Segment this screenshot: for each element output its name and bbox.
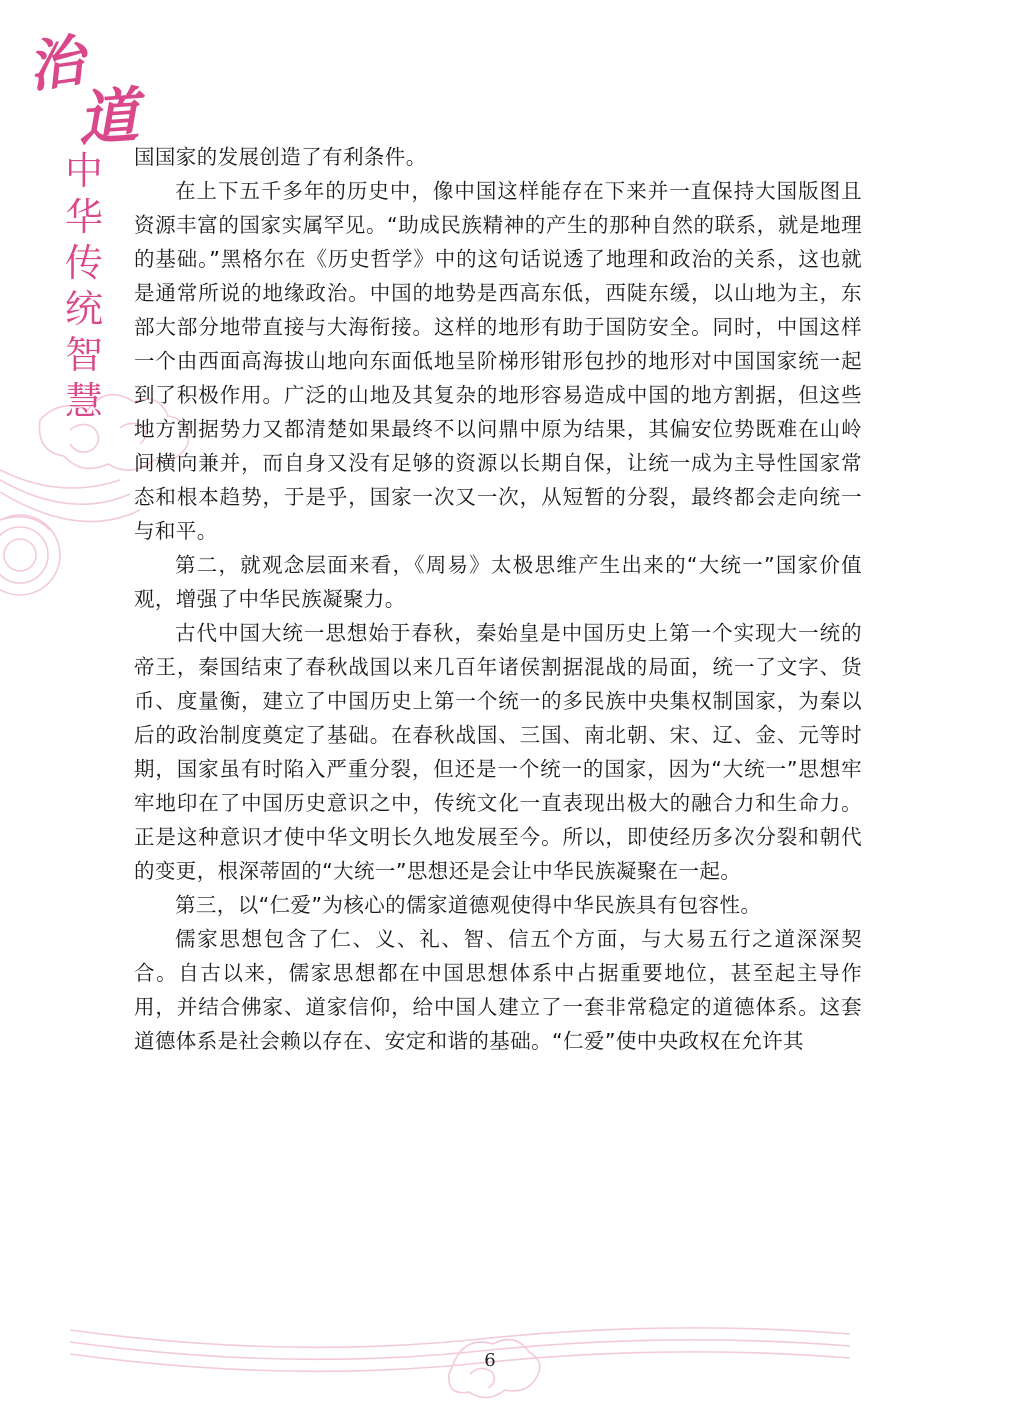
page-number: 6 <box>484 1350 496 1371</box>
series-title <box>20 27 141 423</box>
series-title-char-2: 道 <box>75 80 141 156</box>
paragraph-4: 古代中国大统一思想始于春秋，秦始皇是中国历史上第一个实现大一统的帝王，秦国结束了春秋战国以来几百年诸侯割据混战的局面，统一了文字、货币、度量衡，建立了中国历史上第一个统一的多民族中央集权制国家，为秦以后的政治制度奠定了基础。在春秋战国、三国、南北朝、宋、辽、金、元等时期，国家虽有时陷入严重分裂，但还是一个统一的国家，因为“大统一”思想牢牢地印在了中国历史意识之中，传统文化一直表现出极大的融合力和生命力。正是这种意识才使中华文明长久地发展至今。所以，即使经历多次分裂和朝代的变更，根深蒂固的“大统一”思想还是会让中华民族凝聚在一起。 <box>134 621 862 883</box>
body-text <box>134 140 862 1058</box>
paragraph-5: 第三，以“仁爱”为核心的儒家道德观使得中华民族具有包容性。 <box>175 893 762 917</box>
paragraph-2: 在上下五千多年的历史中，像中国这样能存在下来并一直保持大国版图且资源丰富的国家实属罕见。“助成民族精神的产生的那种自然的联系，就是地理的基础。”黑格尔在《历史哲学》中的这句话说透了地理和政治的关系，这也就是通常所说的地缘政治。中国的地势是西高东低，西陡东缓，以山地为主，东部大部分地带直接与大海衔接。这样的地形有助于国防安全。同时，中国这样一个由西面高海拔山地向东面低地呈阶梯形钳形包抄的地形对中国国家统一起到了积极作用。广泛的山地及其复杂的地形容易造成中国的地方割据，但这些地方割据势力又都清楚如果最终不以问鼎中原为结果，其偏安位势既难在山岭间横向兼并，而自身又没有足够的资源以长期自保，让统一成为主导性国家常态和根本趋势，于是乎，国家一次又一次，从短暂的分裂，最终都会走向统一与和平。 <box>134 179 862 543</box>
paragraph-1: 国国家的发展创造了有利条件。 <box>134 145 427 169</box>
series-subtitle: 中华传统智慧 <box>64 149 103 423</box>
paragraph-6: 儒家思想包含了仁、义、礼、智、信五个方面，与大易五行之道深深契合。自古以来，儒家思想都在中国思想体系中占据重要地位，甚至起主导作用，并结合佛家、道家信仰，给中国人建立了一套非常稳定的道德体系。这套道德体系是社会赖以存在、安定和谐的基础。“仁爱”使中央政权在允许其 <box>134 927 862 1053</box>
series-title-char-1: 治 <box>23 27 89 101</box>
paragraph-3: 第二，就观念层面来看，《周易》太极思维产生出来的“大统一”国家价值观，增强了中华民族凝聚力。 <box>134 553 862 611</box>
